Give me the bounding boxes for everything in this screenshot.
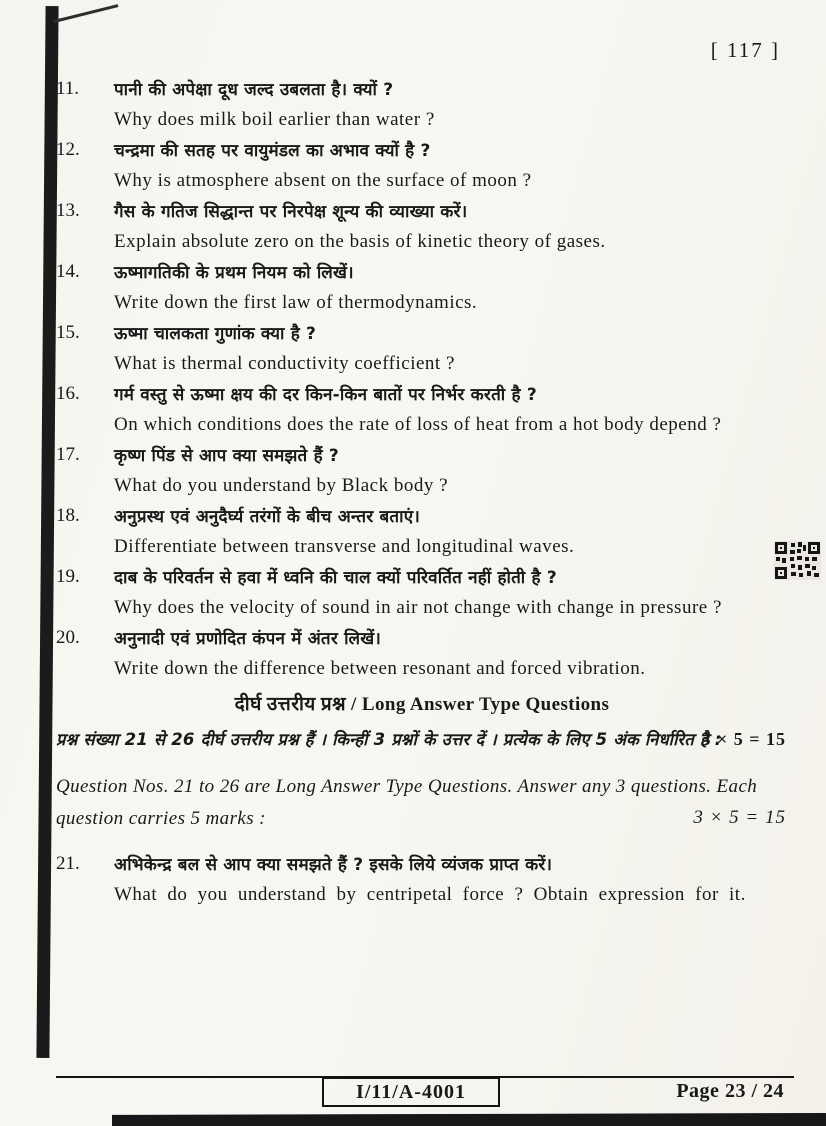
question-text-english: Write down the difference between resonant and forced vibration.: [114, 658, 646, 679]
section-instructions-english: [56, 771, 788, 835]
question-body: [114, 76, 788, 134]
question-text-english: What do you understand by Black body ?: [114, 475, 449, 496]
marks-scheme-hindi: 3 × 5 = 15: [701, 729, 786, 749]
question-text-hindi: गैस के गतिज सिद्धान्त पर निरपेक्ष शून्य की व्याख्या करें।: [114, 202, 468, 222]
scan-artifact-bottom-strip: [112, 1113, 826, 1126]
question-item-13: [56, 198, 788, 256]
question-item-21: [56, 851, 788, 909]
question-item-15: [56, 320, 788, 378]
question-number: 11.: [56, 78, 80, 99]
question-text-hindi: चन्द्रमा की सतह पर वायुमंडल का अभाव क्यों है ?: [114, 141, 431, 161]
question-text-hindi: अनुनादी एवं प्रणोदित कंपन में अंतर लिखें।: [114, 629, 381, 649]
page-corner-number: [ 117 ]: [710, 38, 780, 62]
page-indicator: Page 23 / 24: [676, 1080, 784, 1102]
question-number: 15.: [56, 322, 80, 343]
paper-code-box: I/11/A-4001: [322, 1077, 500, 1107]
question-number: 19.: [56, 566, 80, 587]
question-number: 21.: [56, 853, 80, 874]
question-body: [114, 851, 788, 909]
question-text-english: Differentiate between transverse and longitudinal waves.: [114, 536, 575, 557]
question-body: [114, 320, 788, 378]
question-text-english: What is thermal conductivity coefficient ?: [114, 353, 455, 374]
question-text-english: Why does the velocity of sound in air not change with change in pressure ?: [114, 597, 722, 618]
question-text-english: Write down the first law of thermodynamics.: [114, 292, 478, 313]
question-body: [114, 625, 788, 683]
question-number: 12.: [56, 139, 80, 160]
question-body: [114, 564, 788, 622]
question-item-18: [56, 503, 788, 561]
question-item-20: [56, 625, 788, 683]
question-list: [56, 76, 788, 912]
question-body: [114, 198, 788, 256]
question-text-hindi: दाब के परिवर्तन से हवा में ध्वनि की चाल क्यों परिवर्तित नहीं होती है ?: [114, 568, 557, 588]
question-text-hindi: कृष्ण पिंड से आप क्या समझते हैं ?: [114, 446, 339, 466]
question-body: [114, 503, 788, 561]
question-text-hindi: ऊष्मागतिकी के प्रथम नियम को लिखें।: [114, 263, 354, 283]
question-text-english: Why is atmosphere absent on the surface of moon ?: [114, 170, 532, 191]
question-body: [114, 259, 788, 317]
question-text-hindi: ऊष्मा चालकता गुणांक क्या है ?: [114, 324, 317, 344]
section-instructions-hindi: [56, 725, 788, 755]
question-item-17: [56, 442, 788, 500]
question-body: [114, 381, 788, 439]
question-text-english: On which conditions does the rate of loss of heat from a hot body depend ?: [114, 414, 722, 435]
marks-scheme-english: 3 × 5 = 15: [693, 807, 786, 828]
question-text-hindi: अभिकेन्द्र बल से आप क्या समझते हैं ? इसके लिये व्यंजक प्राप्त करें।: [114, 855, 553, 875]
qr-code-icon: [774, 541, 821, 580]
question-text-hindi: पानी की अपेक्षा दूध जल्द उबलता है। क्यों ?: [114, 80, 394, 100]
question-body: [114, 442, 788, 500]
question-text-english: What do you understand by centripetal force ? Obtain expression for it.: [114, 884, 746, 905]
question-number: 20.: [56, 627, 80, 648]
question-text-english: Why does milk boil earlier than water ?: [114, 109, 435, 130]
instructions-english-text: Question Nos. 21 to 26 are Long Answer Type Questions. Answer any 3 questions. Each question carries 5 marks :: [56, 776, 758, 829]
question-number: 18.: [56, 505, 80, 526]
instructions-hindi-text: प्रश्न संख्या 21 से 26 दीर्घ उत्तरीय प्रश्न हैं । किन्हीं 3 प्रश्नों के उत्तर दें । प्रत्येक के लिए 5 अंक निर्धारित है :: [56, 730, 722, 749]
question-item-14: [56, 259, 788, 317]
question-text-hindi: गर्म वस्तु से ऊष्मा क्षय की दर किन-किन बातों पर निर्भर करती है ?: [114, 385, 537, 405]
section-heading: दीर्घ उत्तरीय प्रश्न / Long Answer Type Questions: [234, 694, 610, 715]
question-number: 16.: [56, 383, 80, 404]
question-text-hindi: अनुप्रस्थ एवं अनुदैर्घ्य तरंगों के बीच अन्तर बताएं।: [114, 507, 420, 527]
scan-artifact-diagonal-line: [54, 4, 119, 23]
question-number: 14.: [56, 261, 80, 282]
question-item-16: [56, 381, 788, 439]
question-text-english: Explain absolute zero on the basis of kinetic theory of gases.: [114, 231, 606, 252]
question-number: 13.: [56, 200, 80, 221]
question-item-11: [56, 76, 788, 134]
question-number: 17.: [56, 444, 80, 465]
question-body: [114, 137, 788, 195]
question-item-12: [56, 137, 788, 195]
question-item-19: [56, 564, 788, 622]
